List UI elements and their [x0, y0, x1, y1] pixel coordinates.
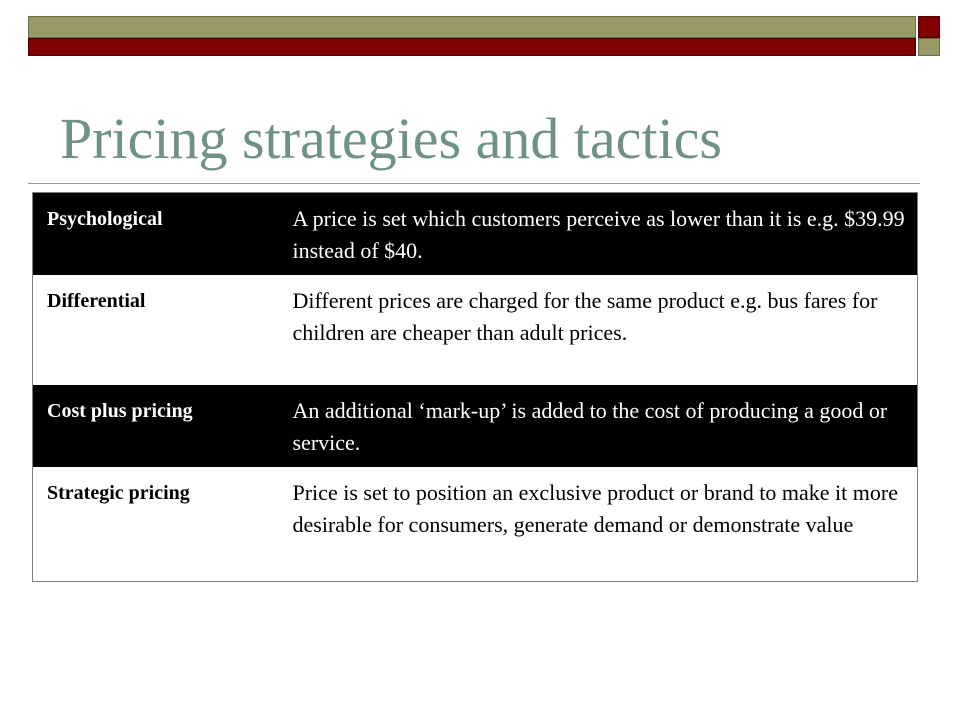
table-term: Differential	[33, 275, 289, 385]
slide-title: Pricing strategies and tactics	[60, 106, 722, 171]
table-row	[33, 193, 918, 276]
table-description: A price is set which customers perceive as lower than it is e.g. $39.99 instead of $40.	[289, 193, 918, 276]
pricing-table	[32, 192, 918, 582]
header-square-maroon	[918, 16, 940, 38]
table-term: Strategic pricing	[33, 467, 289, 581]
header-bar-maroon	[28, 38, 916, 56]
title-divider	[28, 183, 920, 184]
table-term: Cost plus pricing	[33, 385, 289, 467]
header-square-olive	[918, 38, 940, 56]
table-term: Psychological	[33, 193, 289, 276]
table-description: Price is set to position an exclusive product or brand to make it more desirable for consumers, generate demand or demonstrate value	[289, 467, 918, 581]
table-description: Different prices are charged for the same product e.g. bus fares for children are cheaper than adult prices.	[289, 275, 918, 385]
table-description: An additional ‘mark-up’ is added to the cost of producing a good or service.	[289, 385, 918, 467]
header-bar-olive	[28, 16, 916, 38]
table-row	[33, 385, 918, 467]
table-row	[33, 275, 918, 385]
table-row	[33, 467, 918, 581]
